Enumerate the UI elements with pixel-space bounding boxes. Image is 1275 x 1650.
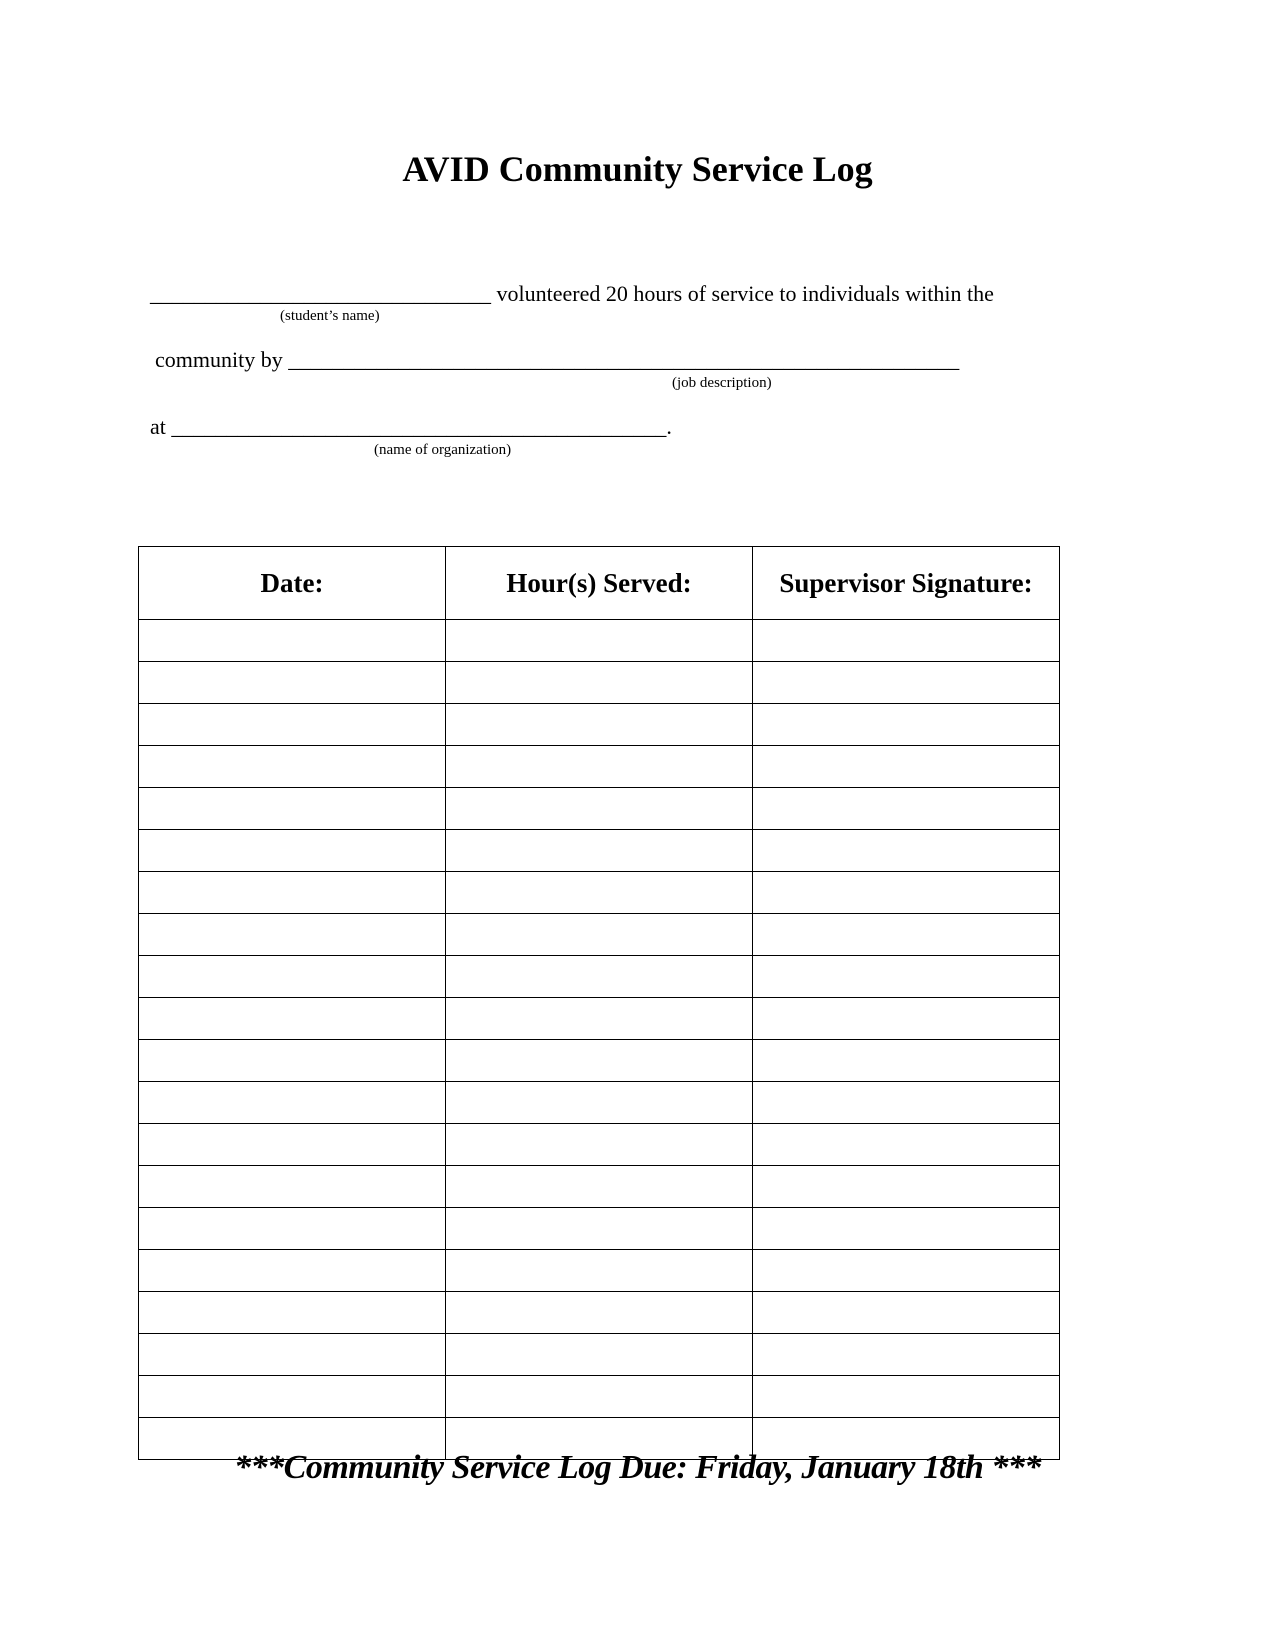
supervisor-signature-cell[interactable]: [753, 1250, 1060, 1292]
job-description-line[interactable]: community by _____________________________________________________________: [155, 347, 960, 372]
table-row: [139, 1040, 1060, 1082]
table-row: [139, 1292, 1060, 1334]
hours-served-cell[interactable]: [446, 620, 753, 662]
date-cell[interactable]: [139, 1250, 446, 1292]
table-row: [139, 998, 1060, 1040]
table-row: [139, 704, 1060, 746]
table-row: [139, 1082, 1060, 1124]
date-cell[interactable]: [139, 662, 446, 704]
hours-served-cell[interactable]: [446, 1334, 753, 1376]
supervisor-signature-cell[interactable]: [753, 1040, 1060, 1082]
date-cell[interactable]: [139, 704, 446, 746]
date-cell[interactable]: [139, 746, 446, 788]
hours-served-cell[interactable]: [446, 1376, 753, 1418]
hours-served-cell[interactable]: [446, 788, 753, 830]
supervisor-signature-cell[interactable]: [753, 1292, 1060, 1334]
hours-served-cell[interactable]: [446, 662, 753, 704]
table-row: [139, 1166, 1060, 1208]
supervisor-signature-cell[interactable]: [753, 788, 1060, 830]
date-cell[interactable]: [139, 1166, 446, 1208]
hours-served-cell[interactable]: [446, 872, 753, 914]
table-header-row: [139, 547, 1060, 620]
date-cell[interactable]: [139, 872, 446, 914]
table-row: [139, 1376, 1060, 1418]
service-log-table: [138, 546, 1060, 1460]
hours-served-cell[interactable]: [446, 1292, 753, 1334]
hours-served-cell[interactable]: [446, 746, 753, 788]
table-row: [139, 662, 1060, 704]
supervisor-signature-cell[interactable]: [753, 1208, 1060, 1250]
supervisor-signature-cell[interactable]: [753, 956, 1060, 998]
supervisor-signature-cell[interactable]: [753, 830, 1060, 872]
table-body: [139, 620, 1060, 1460]
supervisor-signature-cell[interactable]: [753, 1124, 1060, 1166]
hours-served-cell[interactable]: [446, 1040, 753, 1082]
date-cell[interactable]: [139, 1082, 446, 1124]
date-cell[interactable]: [139, 1292, 446, 1334]
table-row: [139, 1334, 1060, 1376]
student-name-line[interactable]: _______________________________ volunteered 20 hours of service to individuals within the: [150, 281, 994, 306]
table-row: [139, 914, 1060, 956]
table-row: [139, 872, 1060, 914]
table-row: [139, 1250, 1060, 1292]
date-cell[interactable]: [139, 914, 446, 956]
hours-served-cell[interactable]: [446, 1082, 753, 1124]
hours-served-cell[interactable]: [446, 956, 753, 998]
table-row: [139, 620, 1060, 662]
date-cell[interactable]: [139, 1334, 446, 1376]
date-cell[interactable]: [139, 830, 446, 872]
table-row: [139, 1208, 1060, 1250]
organization-line[interactable]: at _____________________________________________.: [150, 414, 672, 439]
date-cell[interactable]: [139, 956, 446, 998]
supervisor-signature-cell[interactable]: [753, 704, 1060, 746]
date-column-header: Date:: [139, 547, 446, 620]
table-row: [139, 746, 1060, 788]
hours-served-cell[interactable]: [446, 1250, 753, 1292]
organization-caption: (name of organization): [374, 442, 512, 458]
date-cell[interactable]: [139, 1376, 446, 1418]
supervisor-signature-cell[interactable]: [753, 872, 1060, 914]
date-cell[interactable]: [139, 1208, 446, 1250]
date-cell[interactable]: [139, 788, 446, 830]
supervisor-signature-cell[interactable]: [753, 998, 1060, 1040]
job-description-caption: (job description): [672, 375, 772, 391]
supervisor-signature-cell[interactable]: [753, 746, 1060, 788]
supervisor-signature-cell[interactable]: [753, 1376, 1060, 1418]
hours-served-cell[interactable]: [446, 704, 753, 746]
hours-served-cell[interactable]: [446, 998, 753, 1040]
hours-served-cell[interactable]: [446, 1166, 753, 1208]
student-name-caption: (student’s name): [280, 308, 380, 324]
page-title: AVID Community Service Log: [402, 149, 873, 189]
supervisor-signature-cell[interactable]: [753, 914, 1060, 956]
supervisor-signature-column-header: Supervisor Signature:: [753, 547, 1060, 620]
date-cell[interactable]: [139, 1040, 446, 1082]
table-row: [139, 1124, 1060, 1166]
date-cell[interactable]: [139, 620, 446, 662]
hours-served-cell[interactable]: [446, 1208, 753, 1250]
supervisor-signature-cell[interactable]: [753, 1166, 1060, 1208]
hours-served-cell[interactable]: [446, 830, 753, 872]
hours-served-cell[interactable]: [446, 914, 753, 956]
supervisor-signature-cell[interactable]: [753, 1334, 1060, 1376]
supervisor-signature-cell[interactable]: [753, 662, 1060, 704]
table-row: [139, 788, 1060, 830]
table-row: [139, 830, 1060, 872]
supervisor-signature-cell[interactable]: [753, 1082, 1060, 1124]
supervisor-signature-cell[interactable]: [753, 620, 1060, 662]
date-cell[interactable]: [139, 998, 446, 1040]
hours-served-cell[interactable]: [446, 1124, 753, 1166]
due-date-notice: ***Community Service Log Due: Friday, January 18th ***: [234, 1449, 1041, 1486]
table-row: [139, 956, 1060, 998]
date-cell[interactable]: [139, 1124, 446, 1166]
hours-served-column-header: Hour(s) Served:: [446, 547, 753, 620]
